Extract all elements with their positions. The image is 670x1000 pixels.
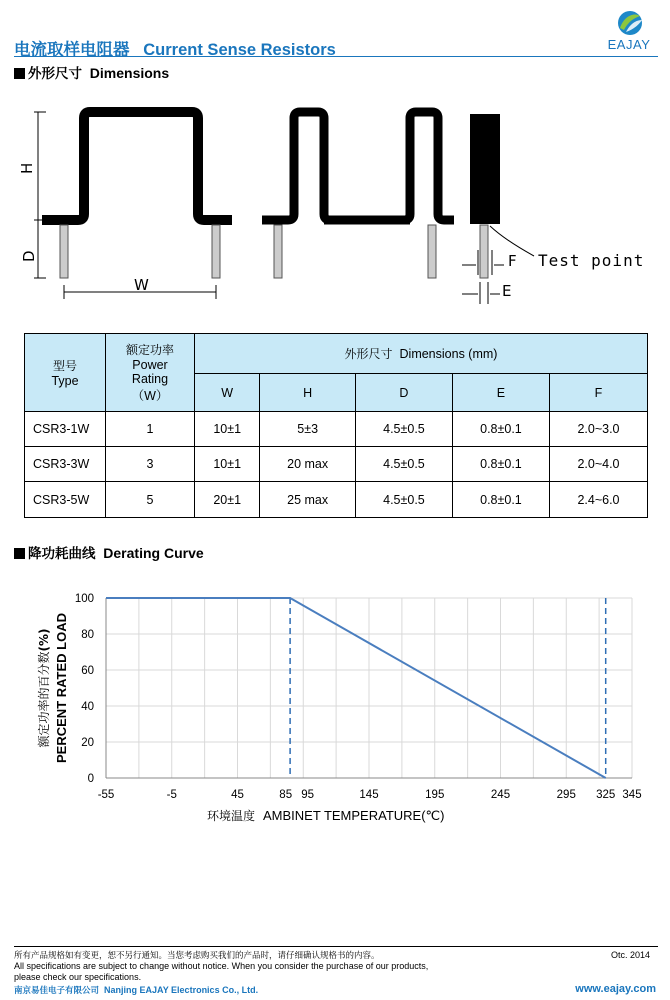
derating-heading-cn: 降功耗曲线: [28, 546, 96, 562]
chart-tick-labels: [75, 593, 642, 801]
col-w: W: [195, 374, 260, 412]
col-e: E: [452, 374, 549, 412]
y-tick-label: 80: [81, 629, 94, 641]
dimensions-heading-cn: 外形尺寸: [28, 66, 82, 82]
x-tick-label: 325: [596, 789, 616, 801]
derating-heading: [14, 542, 204, 562]
resistor-wide-outline: [42, 112, 232, 220]
x-tick-label: -55: [97, 789, 115, 801]
x-tick-label: 195: [425, 789, 445, 801]
table-row: CSR3-3W 3 10±1 20 max 4.5±0.5 0.8±0.1 2.0~4.0: [25, 447, 648, 482]
title-en: Current Sense Resistors: [143, 41, 336, 59]
derating-chart: [0, 582, 670, 832]
table-row: CSR3-1W 1 10±1 5±3 4.5±0.5 0.8±0.1 2.0~3.0: [25, 412, 648, 447]
footer-note-en-1: All specifications are subject to change without notice. When you consider the purchase of our products,: [14, 961, 429, 971]
footer-url-link[interactable]: www.eajay.com: [575, 983, 656, 995]
table-row: CSR3-5W 5 20±1 25 max 4.5±0.5 0.8±0.1 2.4~6.0: [25, 482, 648, 518]
y-tick-label: 40: [81, 701, 94, 713]
lead-left: [60, 225, 68, 278]
y-axis-label-en: PERCENT RATED LOAD: [54, 613, 69, 763]
dimensions-drawing: [0, 80, 670, 310]
footer-company: 南京易佳电子有限公司 Nanjing EAJAY Electronics Co., Ltd.: [14, 985, 259, 996]
x-tick-label: 85: [279, 789, 293, 801]
y-axis-label-cn: 额定功率的百分数(%): [37, 628, 51, 748]
footer-date: Otc. 2014: [610, 950, 650, 960]
dim-label-f: F: [508, 252, 517, 270]
x-tick-label: 95: [301, 789, 315, 801]
footer-note-en-2: please check our specifications.: [14, 972, 142, 982]
col-f: F: [549, 374, 647, 412]
x-tick-label: 345: [622, 789, 642, 801]
spec-table: [24, 333, 648, 518]
derating-line: [106, 598, 606, 778]
resistor-side-view: [470, 114, 500, 224]
x-tick-label: 245: [490, 789, 511, 801]
title-cn: 电流取样电阻器: [14, 40, 130, 59]
x-tick-label: 145: [359, 789, 379, 801]
x-axis-label: 环境温度 AMBINET TEMPERATURE(℃): [207, 808, 445, 823]
y-tick-label: 60: [81, 665, 94, 677]
col-d: D: [355, 374, 452, 412]
y-tick-label: 100: [74, 593, 94, 605]
footer-divider: [14, 946, 658, 947]
dimensions-heading-en: Dimensions: [89, 65, 170, 81]
y-tick-label: 20: [81, 737, 94, 749]
x-tick-label: 45: [231, 789, 244, 801]
chart-series: [106, 598, 606, 778]
header-power: 额定功率 Power Rating （W）: [106, 334, 195, 412]
header-type: 型号 Type: [25, 334, 106, 412]
footer-note-cn: 所有产品规格如有变更，恕不另行通知。当您考虑购买我们的产品时，请仔细确认规格书的内容。: [14, 951, 380, 961]
derating-heading-en: Derating Curve: [103, 545, 204, 561]
test-point-label: Test point: [538, 251, 645, 270]
chart-grid: [106, 598, 632, 778]
dim-label-e: E: [502, 282, 512, 300]
dim-label-h: H: [18, 162, 36, 174]
logo-text: EAJAY: [607, 37, 651, 52]
y-tick-label: 0: [87, 773, 94, 785]
col-h: H: [260, 374, 356, 412]
lead-right: [212, 225, 220, 278]
x-tick-label: -5: [166, 789, 177, 801]
header-dimensions: 外形尺寸 Dimensions (mm): [195, 334, 648, 374]
header-divider: [14, 56, 658, 57]
dim-label-w: W: [134, 276, 149, 294]
dim-label-d: D: [20, 250, 38, 262]
x-tick-label: 295: [556, 789, 576, 801]
dimensions-heading: [14, 62, 169, 82]
